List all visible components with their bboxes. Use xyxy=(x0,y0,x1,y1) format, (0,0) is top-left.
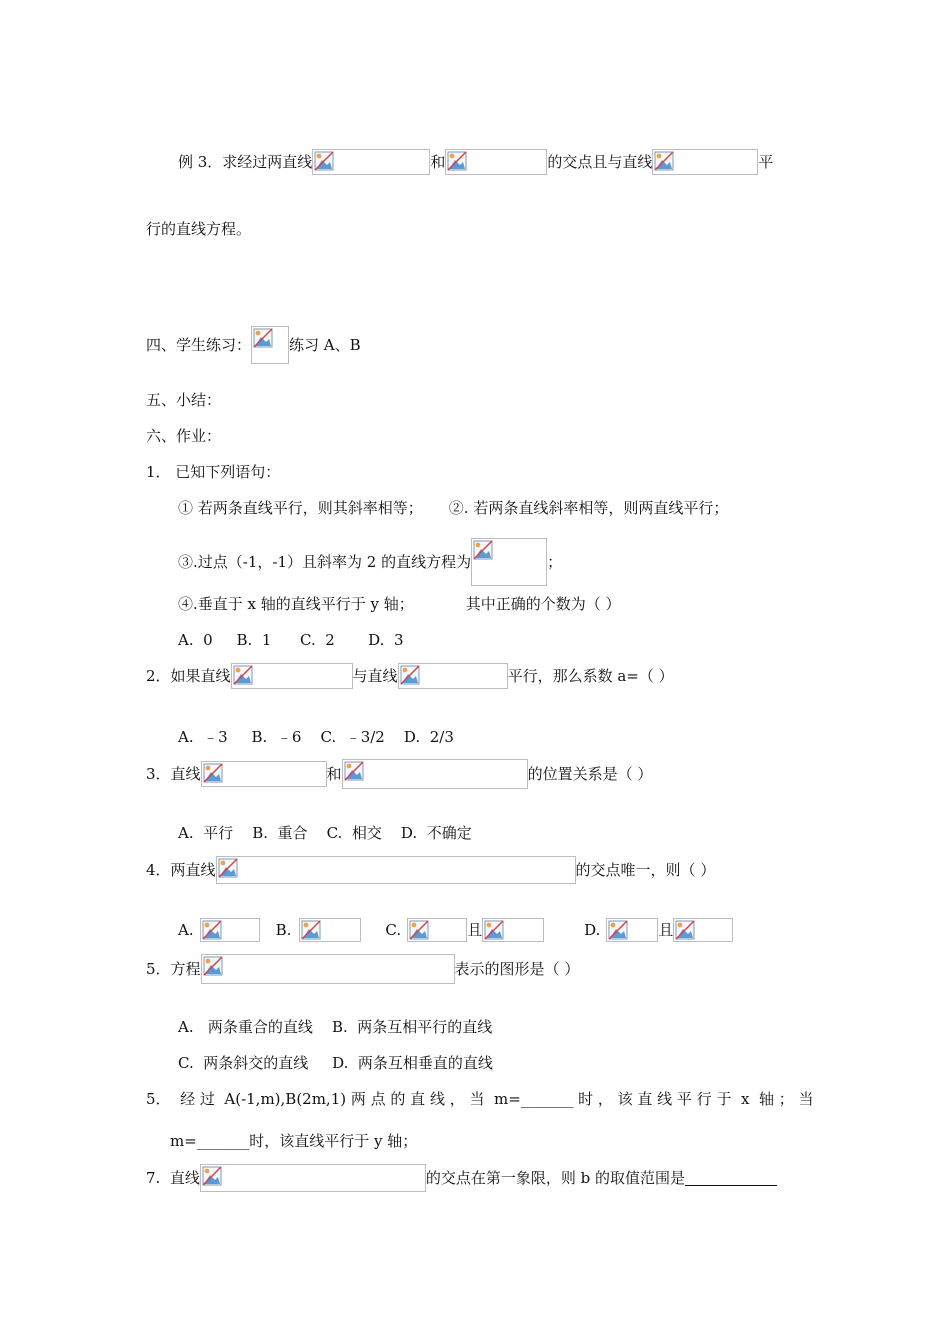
formula-image xyxy=(673,918,733,942)
q2-options: A. ﹣3 B. ﹣6 C. ﹣3/2 D. 2/3 xyxy=(178,728,454,746)
q4-opt-d: D. xyxy=(584,921,601,939)
q7-text2: 的交点在第一象限，则 b 的取值范围是 xyxy=(425,1169,685,1187)
q4-and-2: 且 xyxy=(658,921,674,939)
q5-options-1: A. 两条重合的直线 B. 两条互相平行的直线 xyxy=(178,1018,493,1036)
broken-image-icon xyxy=(409,920,429,940)
q1-stem: 1． 已知下列语句： xyxy=(146,463,281,481)
q3-text1: 3．直线 xyxy=(146,765,201,783)
q1-s3-line xyxy=(178,538,563,571)
formula-image xyxy=(398,663,508,689)
q1-statement-3-end: ； xyxy=(547,553,563,571)
q4-line xyxy=(146,854,715,884)
broken-image-icon xyxy=(253,328,273,348)
broken-image-icon xyxy=(314,151,334,171)
formula-image xyxy=(201,954,455,984)
q5b-line-1 xyxy=(146,1083,814,1113)
example3-line2 xyxy=(146,213,251,243)
q1-s4-line xyxy=(178,588,621,618)
formula-image xyxy=(216,856,576,884)
q2-line xyxy=(146,660,674,690)
section4-label: 四、学生练习： xyxy=(146,336,252,354)
q5-options-line-1 xyxy=(178,1011,492,1041)
broken-image-icon xyxy=(233,665,253,685)
q5-options-2: C. 两条斜交的直线 D. 两条互相垂直的直线 xyxy=(178,1054,493,1072)
formula-image xyxy=(606,918,658,942)
broken-image-icon xyxy=(675,920,695,940)
broken-image-icon xyxy=(218,858,238,878)
q2-options-line xyxy=(178,721,454,751)
example3-text2: 的交点且与直线 xyxy=(547,153,653,171)
broken-image-icon xyxy=(203,763,223,783)
formula-image xyxy=(471,538,547,586)
formula-image xyxy=(445,149,547,175)
q4-opt-b: B. xyxy=(275,921,292,939)
broken-image-icon xyxy=(608,920,628,940)
q3-text3: 的位置关系是（ ） xyxy=(527,765,653,783)
formula-image xyxy=(652,149,758,175)
q2-text3: 平行，那么系数 a=（ ） xyxy=(507,667,674,685)
q7-text1: 7. 直线 xyxy=(146,1169,200,1187)
formula-image xyxy=(201,761,327,787)
q1-statement-2: ②. 若两条直线斜率相等，则两直线平行； xyxy=(448,499,729,517)
broken-image-icon xyxy=(344,761,364,781)
formula-image xyxy=(251,326,289,364)
q1-statement-1: ① 若两条直线平行，则其斜率相等； xyxy=(178,499,423,517)
q4-text2: 的交点唯一，则（ ） xyxy=(575,861,716,879)
example3-text4: 行的直线方程。 xyxy=(146,220,252,238)
section5-line xyxy=(146,384,221,414)
formula-image xyxy=(299,918,361,942)
formula-image xyxy=(312,149,430,175)
q7-line xyxy=(146,1162,777,1192)
q4-text1: 4．两直线 xyxy=(146,861,216,879)
section4-after: 练习 A、B xyxy=(289,336,361,354)
answer-blank[interactable] xyxy=(685,1171,777,1186)
formula-image xyxy=(200,918,260,942)
broken-image-icon xyxy=(400,665,420,685)
section5-label: 五、小结： xyxy=(146,391,222,409)
broken-image-icon xyxy=(202,920,222,940)
q1-question: 其中正确的个数为（ ） xyxy=(465,595,621,613)
q3-options-line xyxy=(178,817,472,847)
q1-statement-4: ④.垂直于 x 轴的直线平行于 y 轴； xyxy=(178,595,414,613)
formula-image xyxy=(482,918,544,942)
broken-image-icon xyxy=(203,956,223,976)
q5-line xyxy=(146,953,579,983)
example3-text3: 平 xyxy=(758,153,774,171)
q1-s1-line xyxy=(178,492,728,522)
formula-image xyxy=(231,663,353,689)
q2-text1: 2．如果直线 xyxy=(146,667,231,685)
q1-statement-3: ③.过点（-1，-1）且斜率为 2 的直线方程为 xyxy=(178,553,472,571)
broken-image-icon xyxy=(654,151,674,171)
broken-image-icon xyxy=(484,920,504,940)
formula-image xyxy=(407,918,467,942)
q5-text2: 表示的图形是（ ） xyxy=(454,960,580,978)
section6-line xyxy=(146,420,221,450)
example3-line1 xyxy=(178,146,773,176)
formula-image xyxy=(200,1164,426,1192)
q3-options: A. 平行 B. 重合 C. 相交 D. 不确定 xyxy=(178,824,472,842)
section6-label: 六、作业： xyxy=(146,427,222,445)
example3-text1: 例 3．求经过两直线 xyxy=(178,153,313,171)
q4-opt-c: C. xyxy=(385,921,402,939)
q1-options-line xyxy=(178,624,404,654)
q1-options: A. 0 B. 1 C. 2 D. 3 xyxy=(178,631,404,649)
broken-image-icon xyxy=(447,151,467,171)
q2-text2: 与直线 xyxy=(352,667,398,685)
q5b-text-2: m=_______时，该直线平行于 y 轴； xyxy=(170,1132,418,1150)
q4-opt-a: A. xyxy=(178,921,194,939)
q1-stem-line xyxy=(146,456,280,486)
q5b-text-1: 5． 经 过 A(-1,m),B(2m,1) 两 点 的 直 线 ， 当 m=_______ 时 ， 该 直 线 平 行 于 x 轴 ； 当 xyxy=(146,1090,814,1108)
section4-line xyxy=(146,326,361,356)
broken-image-icon xyxy=(202,1166,222,1186)
formula-image xyxy=(342,759,528,789)
example3-and: 和 xyxy=(430,153,446,171)
broken-image-icon xyxy=(473,540,493,560)
q5-options-line-2 xyxy=(178,1047,493,1077)
q5b-line-2 xyxy=(170,1125,417,1155)
q4-options-line xyxy=(178,914,733,944)
q3-text2: 和 xyxy=(326,765,342,783)
q5-text1: 5．方程 xyxy=(146,960,201,978)
q3-line xyxy=(146,758,652,788)
q4-and-1: 且 xyxy=(467,921,483,939)
broken-image-icon xyxy=(301,920,321,940)
